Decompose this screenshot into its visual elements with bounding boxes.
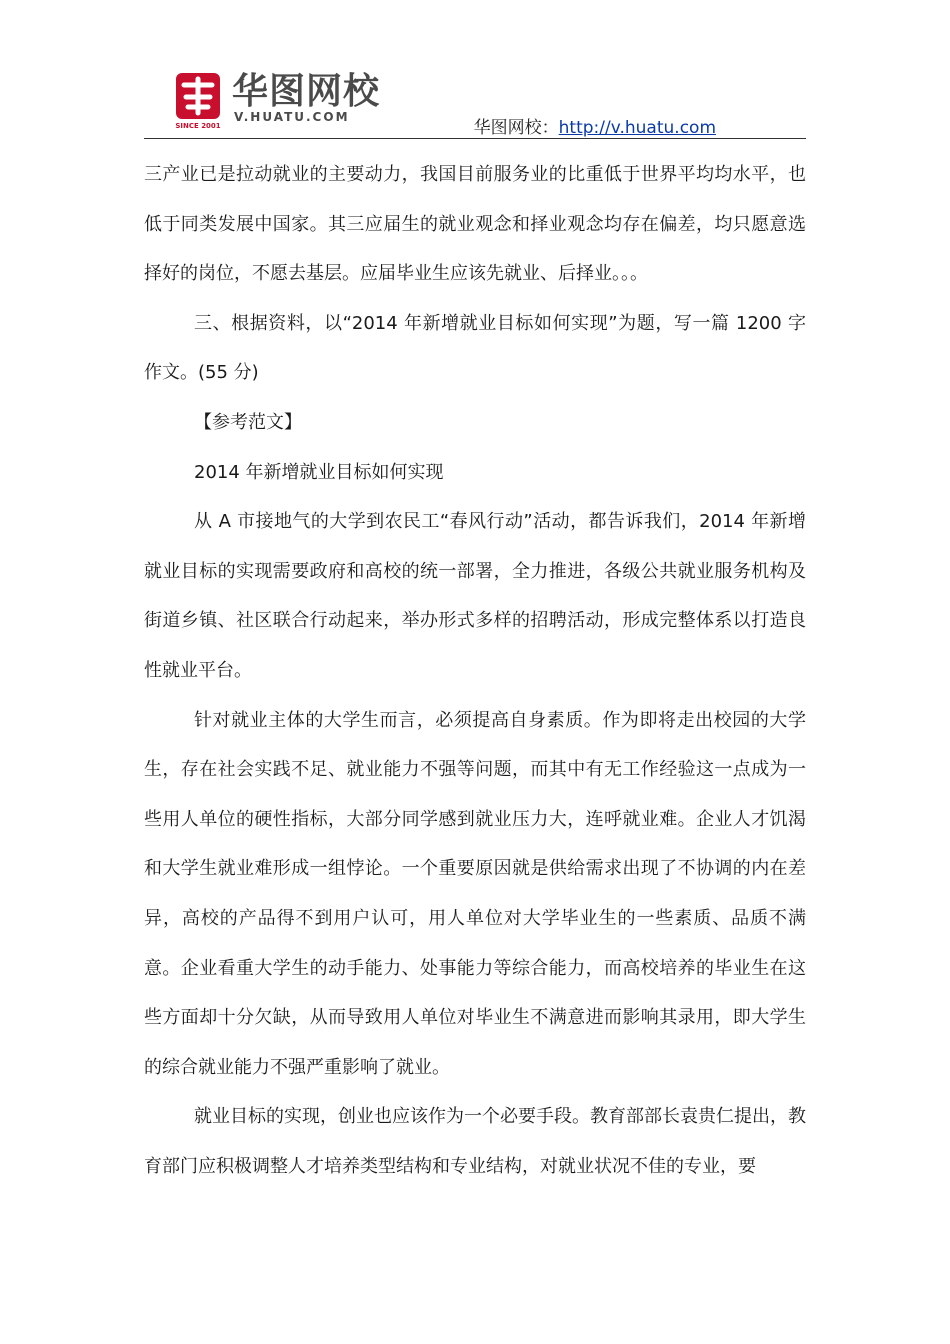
document-body bbox=[144, 150, 806, 1191]
logo-since: SINCE 2001 bbox=[175, 122, 221, 130]
essay-title: 2014 年新增就业目标如何实现 bbox=[194, 461, 444, 483]
page-header bbox=[144, 66, 806, 139]
essay-paragraph: 就业目标的实现，创业也应该作为一个必要手段。教育部部长袁贵仁提出，教育部门应积极调整人才培养类型结构和专业结构，对就业状况不佳的专业，要 bbox=[144, 1106, 806, 1177]
paragraph-continued: 三产业已是拉动就业的主要动力，我国目前服务业的比重低于世界平均均水平，也低于同类发展中国家。其三应届生的就业观念和择业观念均存在偏差，均只愿意选择好的岗位，不愿去基层。应届毕业生应该先就业、后择业。。。 bbox=[144, 164, 806, 285]
header-site-info bbox=[474, 113, 716, 138]
essay-paragraph: 从 A 市接地气的大学到农民工“春风行动”活动，都告诉我们，2014 年新增就业目标的实现需要政府和高校的统一部署，全力推进，各级公共就业服务机构及街道乡镇、社区联合行动起来，举办形式多样的招聘活动，形成完整体系以打造良性就业平台。 bbox=[144, 511, 806, 681]
huatu-logo-icon bbox=[174, 71, 222, 121]
reference-heading: 【参考范文】 bbox=[194, 411, 302, 433]
question-three: 三、根据资料，以“2014 年新增就业目标如何实现”为题，写一篇 1200 字作文。(55 分) bbox=[144, 312, 806, 384]
logo-url: V.HUATU.COM bbox=[234, 110, 350, 124]
logo-name: 华图网校 bbox=[232, 71, 381, 112]
essay-paragraph: 针对就业主体的大学生而言，必须提高自身素质。作为即将走出校园的大学生，存在社会实践不足、就业能力不强等问题，而其中有无工作经验这一点成为一些用人单位的硬性指标，大部分同学感到就业压力大，连呼就业难。企业人才饥渴和大学生就业难形成一组悖论。一个重要原因就是供给需求出现了不协调的内在差异，高校的产品得不到用户认可，用人单位对大学毕业生的一些素质、品质不满意。企业看重大学生的动手能力、处事能力等综合能力，而高校培养的毕业生在这些方面却十分欠缺，从而导致用人单位对毕业生不满意进而影响其录用，即大学生的综合就业能力不强严重影响了就业。 bbox=[144, 709, 806, 1078]
site-link[interactable]: http://v.huatu.com bbox=[558, 118, 716, 138]
site-label: 华图网校： bbox=[473, 118, 559, 138]
